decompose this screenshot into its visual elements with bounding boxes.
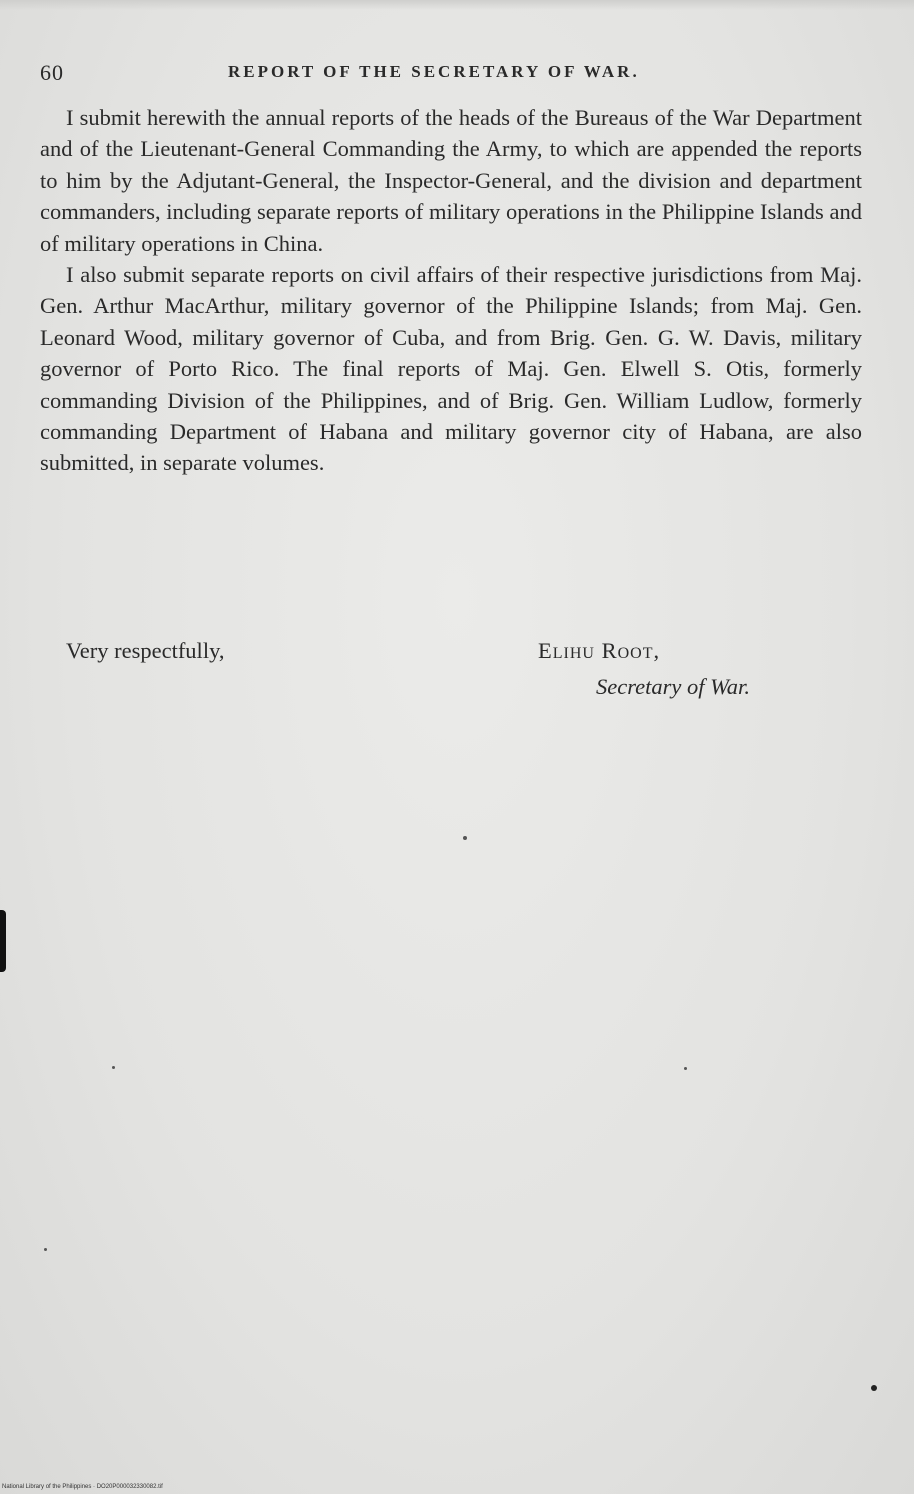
paragraph-1: I submit herewith the annual reports of the heads of the Bureaus of the War Department and of the Lieutenant-General Commanding the Army, to which are appended the reports to him by the Adjutant-General, the Inspector-General, and the division and department commanders, including separate reports of military operations in the Philippine Islands and of military operations in China. (40, 105, 862, 256)
closing-block (40, 634, 862, 714)
footer-credit: National Library of the Philippines · DO20P000032330082.tif (2, 1484, 163, 1490)
body-text (40, 102, 862, 479)
binding-mark (0, 910, 6, 972)
signature-title: Secretary of War. (596, 674, 750, 699)
paragraph-2: I also submit separate reports on civil affairs of their respective jurisdictions from Maj. Gen. Arthur MacArthur, military governor of the Philippine Islands; from Maj. Gen. Leonard Wood, military governor of Cuba, and from Brig. Gen. G. W. Davis, military governor of Porto Rico. The final reports of Maj. Gen. Elwell S. Otis, formerly commanding Division of the Philippines, and of Brig. Gen. William Ludlow, formerly commanding Department of Habana and military governor city of Habana, are also submitted, in separate volumes. (40, 262, 862, 476)
closing-salutation: Very respectfully, (66, 638, 225, 663)
scan-speck (463, 836, 467, 840)
scan-speck (44, 1248, 47, 1251)
running-head-title: REPORT OF THE SECRETARY OF WAR. (228, 62, 640, 81)
running-head (40, 60, 860, 90)
scan-speck (112, 1066, 115, 1069)
signature-name: Elihu Root, (538, 638, 661, 663)
scan-speck (871, 1385, 877, 1391)
page-number: 60 (40, 60, 64, 85)
scan-speck (684, 1067, 687, 1070)
scan-top-edge (0, 0, 914, 10)
